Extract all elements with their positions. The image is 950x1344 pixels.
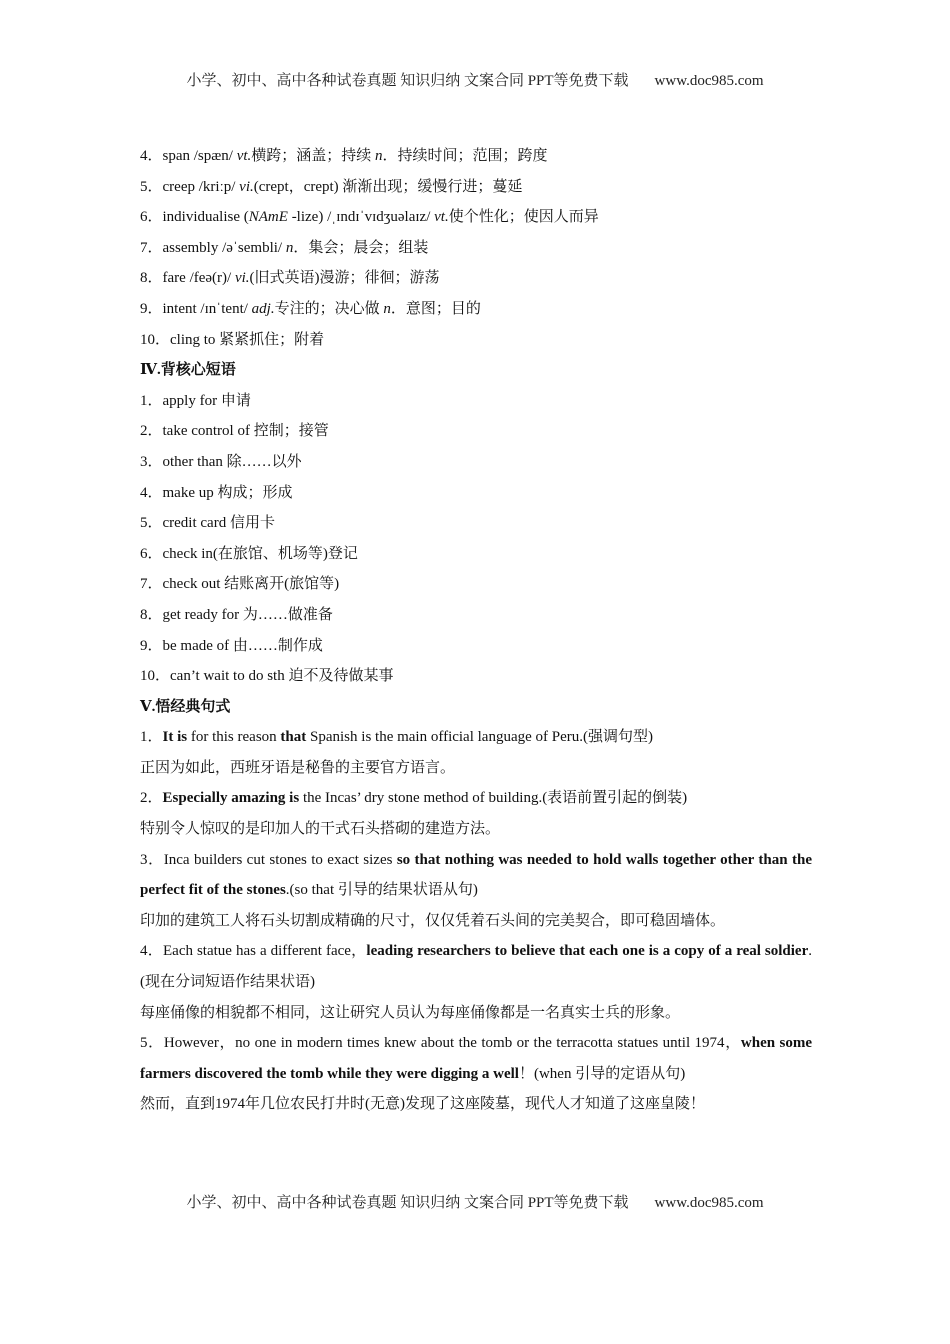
sentence-english: 3．Inca builders cut stones to exact sizes so that nothing was needed to hold walls together other than the perfect fit of the stones.(so that 引导的结果状语从句) <box>140 851 812 899</box>
sentence-english: 4．Each statue has a different face，leading researchers to believe that each one is a copy of a real soldier.(现在分词短语作结果状语) <box>140 943 812 991</box>
word-item: 4．span /spæn/ vt.横跨；涵盖；持续 n．持续时间；范围；跨度 <box>140 148 548 164</box>
section-heading-phrases: Ⅳ.背核心短语 <box>140 362 236 379</box>
word-item: 7．assembly /əˈsembli/ n．集会；晨会；组装 <box>140 239 429 256</box>
phrase-item: 9．be made of 由……制作成 <box>140 637 323 654</box>
page-footer <box>0 1191 950 1212</box>
sentence-english: 1．It is for this reason that Spanish is the main official language of Peru.(强调句型) <box>140 729 654 746</box>
phrase-item: 7．check out 结账离开(旅馆等) <box>140 576 340 593</box>
phrase-item: 1．apply for 申请 <box>140 392 251 409</box>
sentence-english: 5．However，no one in modern times knew about the tomb or the terracotta statues until 1974，when some farmers discovered the tomb while they were digging a well！(when 引导的定语从句) <box>140 1035 812 1082</box>
section-heading-sentences: Ⅴ.悟经典句式 <box>140 698 231 715</box>
footer-site: www.doc985.com <box>654 1195 764 1211</box>
phrase-item: 8．get ready for 为……做准备 <box>140 606 333 623</box>
word-item: 10．cling to 紧紧抓住；附着 <box>140 331 325 348</box>
sentence-english: 2．Especially amazing is the Incas’ dry stone method of building.(表语前置引起的倒装) <box>140 790 688 807</box>
phrase-item: 6．check in(在旅馆、机场等)登记 <box>140 545 358 562</box>
sentence-chinese: 每座俑像的相貌都不相同，这让研究人员认为每座俑像都是一名真实士兵的形象。 <box>140 1004 681 1021</box>
phrase-item: 4．make up 构成；形成 <box>140 484 293 501</box>
sentence-chinese: 正因为如此，西班牙语是秘鲁的主要官方语言。 <box>140 759 456 776</box>
page-header <box>0 69 950 90</box>
header-site: www.doc985.com <box>654 73 764 89</box>
header-text: 小学、初中、高中各种试卷真题 知识归纳 文案合同 PPT等免费下载 <box>186 73 629 89</box>
phrase-item: 2．take control of 控制；接管 <box>140 423 329 440</box>
phrase-item: 5．credit card 信用卡 <box>140 515 275 532</box>
sentence-chinese: 印加的建筑工人将石头切割成精确的尺寸，仅仅凭着石头间的完美契合，即可稳固墙体。 <box>140 912 726 929</box>
word-item: 6．individualise (NAmE -lize) /ˌɪndɪˈvɪdʒuəlaɪz/ vt.使个性化；使因人而异 <box>140 209 599 226</box>
word-item: 5．creep /kriːp/ vi.(crept，crept) 渐渐出现；缓慢行进；蔓延 <box>140 178 523 195</box>
phrase-item: 3．other than 除……以外 <box>140 453 302 470</box>
footer-text: 小学、初中、高中各种试卷真题 知识归纳 文案合同 PPT等免费下载 <box>186 1195 629 1211</box>
phrase-item: 10．can’t wait to do sth 迫不及待做某事 <box>140 668 394 685</box>
sentence-chinese: 特别令人惊叹的是印加人的干式石头搭砌的建造方法。 <box>140 821 501 838</box>
sentence-chinese: 然而，直到1974年几位农民打井时(无意)发现了这座陵墓，现代人才知道了这座皇陵！ <box>140 1096 705 1113</box>
word-item: 8．fare /feə(r)/ vi.(旧式英语)漫游；徘徊；游荡 <box>140 270 440 287</box>
word-item: 9．intent /ɪnˈtent/ adj.专注的；决心做 n．意图；目的 <box>140 300 481 317</box>
document-body <box>140 141 812 1120</box>
